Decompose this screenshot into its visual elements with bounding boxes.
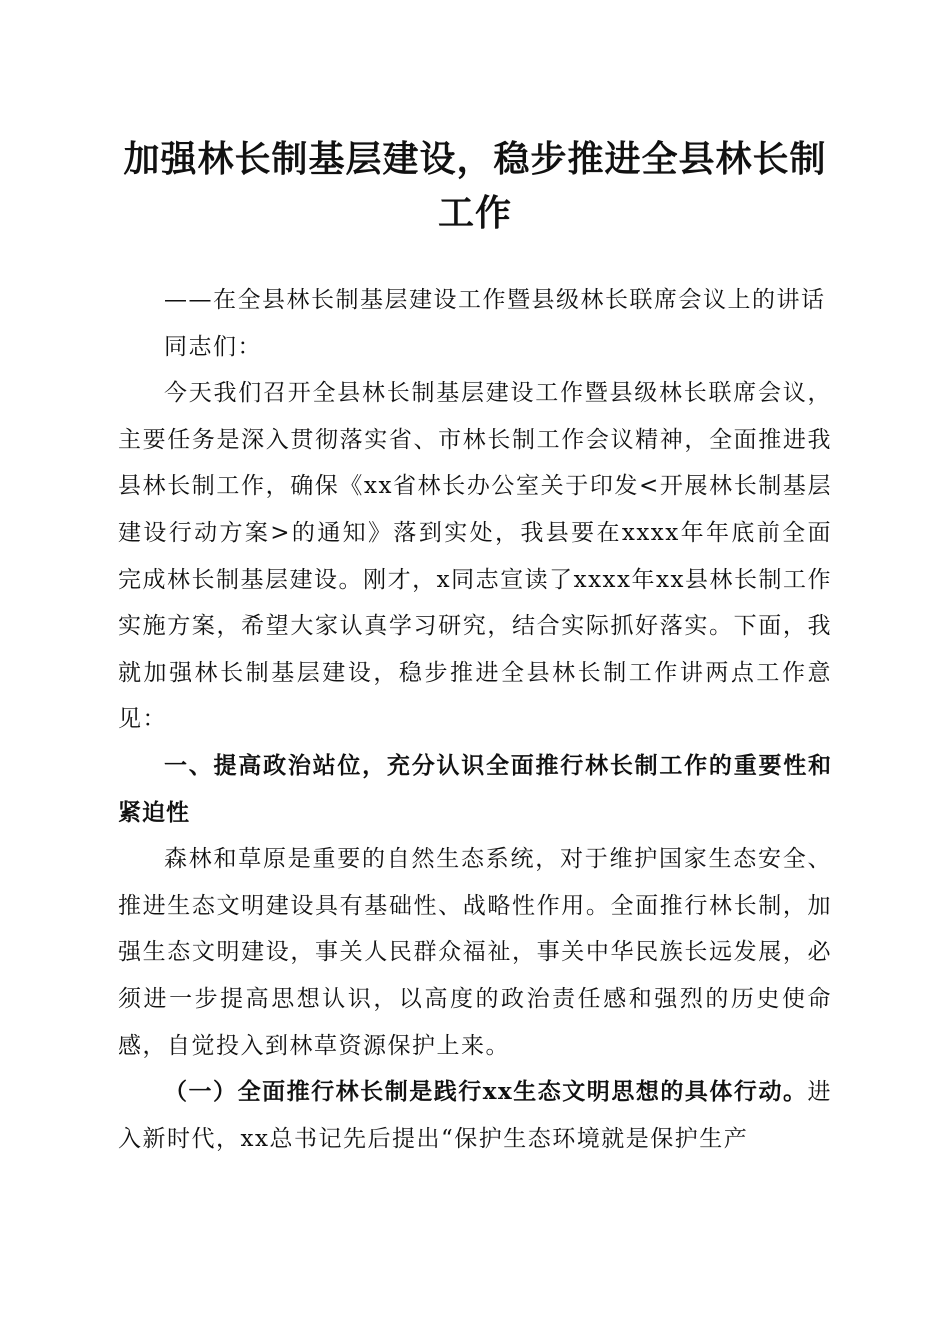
subsection-1-text: 进入新时代，xx总书记先后提出“保护生态环境就是保护生产 bbox=[118, 1079, 832, 1152]
subsection-1-heading: （一）全面推行林长制是践行xx生态文明思想的具体行动。 bbox=[164, 1078, 808, 1106]
document-body bbox=[118, 277, 832, 1162]
salutation: 同志们： bbox=[164, 333, 262, 360]
document-title: 加强林长制基层建设，稳步推进全县林长制工作 bbox=[123, 138, 827, 234]
intro-paragraph: 今天我们召开全县林长制基层建设工作暨县级林长联席会议，主要任务是深入贯彻落实省、市林长制工作会议精神，全面推进我县林长制工作，确保《xx省林长办公室关于印发<开展林长制基层建设行动方案>的通知》落到实处，我县要在xxxx年年底前全面完成林长制基层建设。刚才，x同志宣读了xxxx年xx县林长制工作实施方案，希望大家认真学习研究，结合实际抓好落实。下面，我就加强林长制基层建设，稳步推进全县林长制工作讲两点工作意见： bbox=[118, 380, 832, 733]
subsection-1-paragraph bbox=[118, 1069, 832, 1162]
document-subtitle: ——在全县林长制基层建设工作暨县级林长联席会议上的讲话 bbox=[164, 287, 826, 313]
section-1-paragraph: 森林和草原是重要的自然生态系统，对于维护国家生态安全、推进生态文明建设具有基础性、战略性作用。全面推行林长制，加强生态文明建设，事关人民群众福祉，事关中华民族长远发展，必须进一步提高思想认识，以高度的政治责任感和强烈的历史使命感，自觉投入到林草资源保护上来。 bbox=[118, 846, 832, 1059]
section-1-heading: 一、提高政治站位，充分认识全面推行林长制工作的重要性和紧迫性 bbox=[118, 752, 832, 826]
